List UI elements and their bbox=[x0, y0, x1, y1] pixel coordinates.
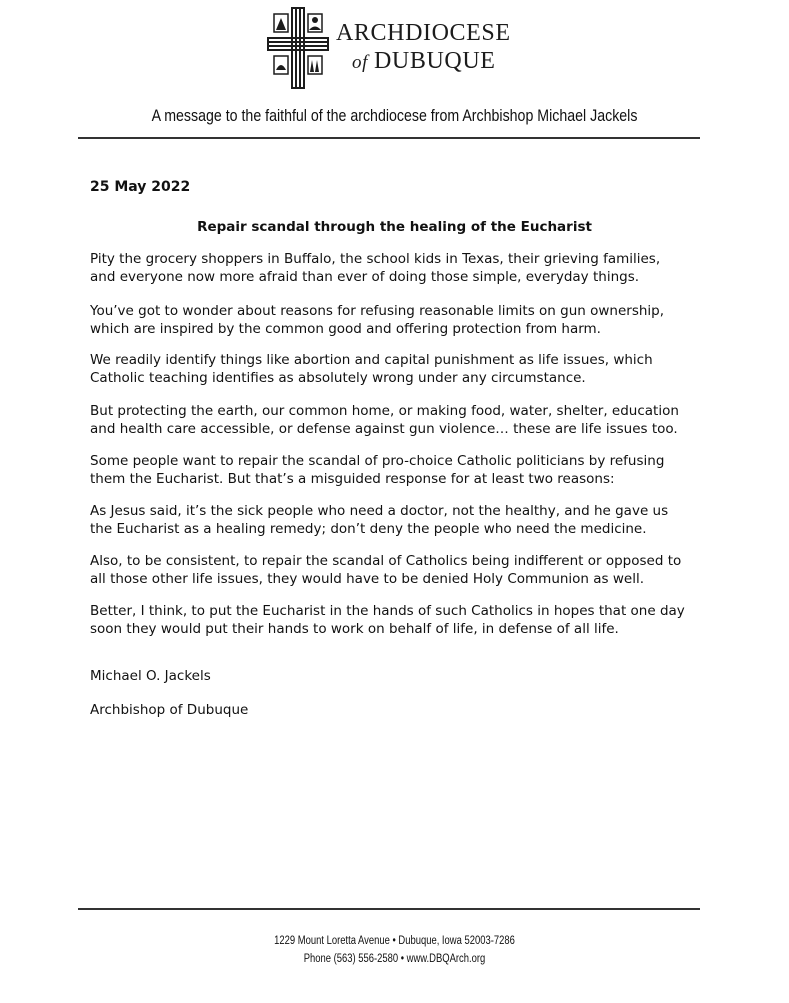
paragraph bbox=[90, 402, 679, 438]
paragraph-line: Catholic teaching identifies as absolutely wrong under any circumstance. bbox=[90, 370, 586, 386]
paragraph-line: We readily identify things like abortion and capital punishment as life issues, which bbox=[90, 352, 653, 368]
footer-contact: Phone (563) 556-2580 • www.DBQArch.org bbox=[303, 953, 486, 965]
footer-address: 1229 Mount Loretta Avenue • Dubuque, Iowa 52003-7286 bbox=[274, 935, 515, 947]
paragraph-line: and health care accessible, or defense against gun violence… these are life issues too. bbox=[90, 421, 678, 437]
paragraph-line: all those other life issues, they would have to be denied Holy Communion as well. bbox=[90, 571, 645, 587]
signature-title: Archbishop of Dubuque bbox=[90, 702, 249, 718]
letter-date: 25 May 2022 bbox=[90, 179, 191, 195]
paragraph bbox=[90, 552, 681, 588]
letterhead-subheading: A message to the faithful of the archdiocese from Archbishop Michael Jackels bbox=[151, 107, 638, 125]
logo-name-line2 bbox=[352, 48, 496, 75]
logo-dubuque: DUBUQUE bbox=[373, 48, 496, 74]
letter-title: Repair scandal through the healing of the Eucharist bbox=[197, 219, 592, 235]
logo-name-line1: ARCHDIOCESE bbox=[336, 20, 511, 46]
logo-of: of bbox=[352, 52, 368, 73]
paragraph-line: which are inspired by the common good and offering protection from harm. bbox=[90, 321, 601, 337]
paragraph-line: Better, I think, to put the Eucharist in the hands of such Catholics in hopes that one day bbox=[90, 603, 685, 619]
paragraph bbox=[90, 502, 668, 538]
paragraph-line: Also, to be consistent, to repair the scandal of Catholics being indifferent or opposed to bbox=[90, 553, 682, 569]
paragraph bbox=[90, 452, 664, 488]
paragraph bbox=[90, 351, 653, 387]
paragraph bbox=[90, 302, 664, 338]
header-divider bbox=[78, 137, 700, 139]
paragraph bbox=[90, 602, 685, 638]
paragraph-line: But protecting the earth, our common home, or making food, water, shelter, education bbox=[90, 403, 679, 419]
paragraph-line: Pity the grocery shoppers in Buffalo, the school kids in Texas, their grieving families, bbox=[90, 251, 661, 267]
paragraph-line: As Jesus said, it’s the sick people who need a doctor, not the healthy, and he gave us bbox=[90, 503, 669, 519]
paragraph-line: You’ve got to wonder about reasons for refusing reasonable limits on gun ownership, bbox=[90, 303, 665, 319]
paragraph bbox=[90, 250, 660, 286]
paragraph-line: Some people want to repair the scandal of pro-choice Catholic politicians by refusing bbox=[90, 453, 665, 469]
paragraph-line: the Eucharist as a healing remedy; don’t deny the people who need the medicine. bbox=[90, 521, 647, 537]
footer-divider bbox=[78, 908, 700, 910]
cross-emblem-icon bbox=[266, 6, 330, 90]
archdiocese-logo bbox=[266, 6, 518, 90]
paragraph-line: and everyone now more afraid than ever of doing those simple, everyday things. bbox=[90, 269, 640, 285]
paragraph-line: them the Eucharist. But that’s a misguided response for at least two reasons: bbox=[90, 471, 615, 487]
paragraph-line: soon they would put their hands to work on behalf of life, in defense of all life. bbox=[90, 621, 619, 637]
signature-name: Michael O. Jackels bbox=[90, 668, 211, 684]
